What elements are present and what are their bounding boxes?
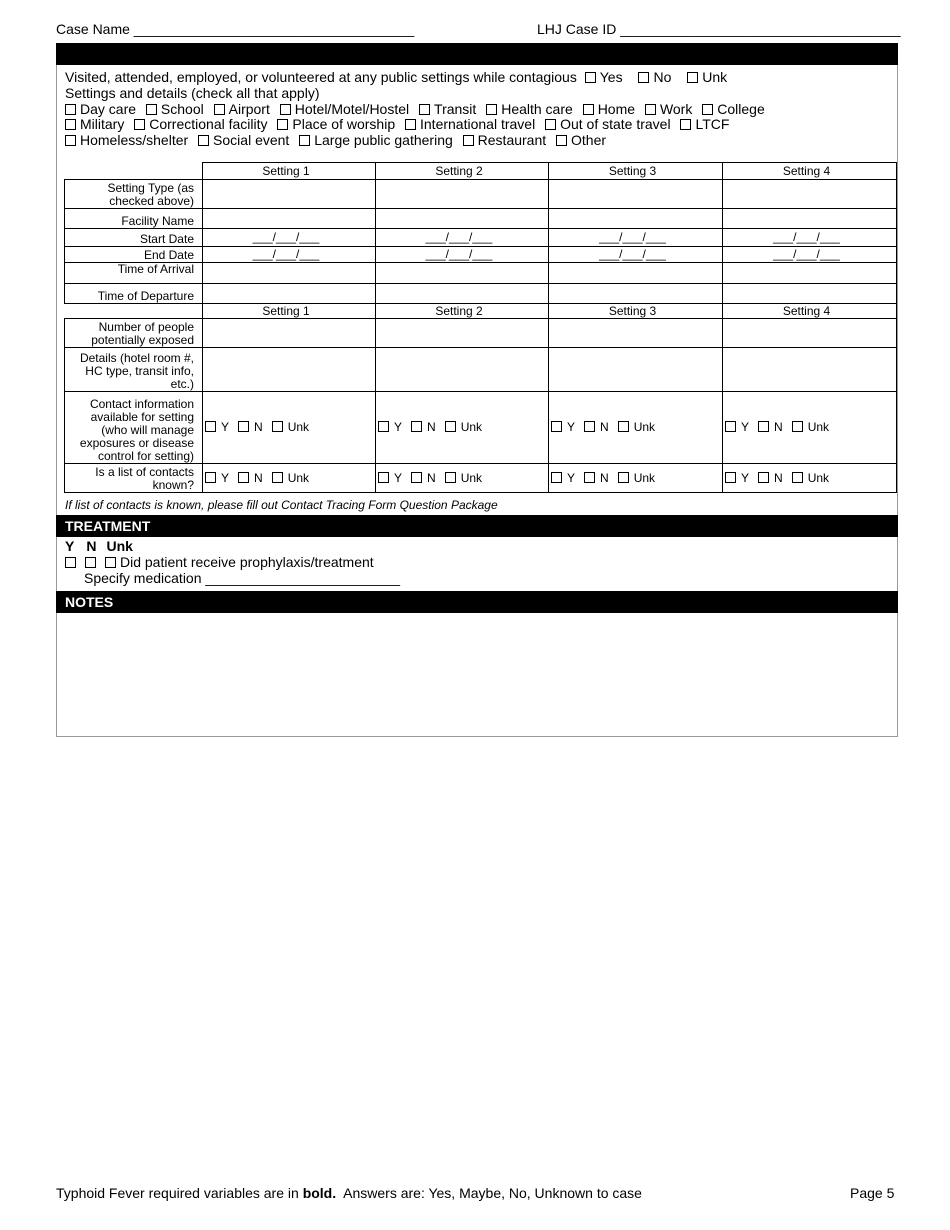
facility-name-cell[interactable] <box>376 209 549 229</box>
work-checkbox[interactable] <box>645 104 656 115</box>
out-of-state-checkbox[interactable] <box>545 119 556 130</box>
n-label: N <box>254 420 263 434</box>
contact-info-y-checkbox[interactable] <box>378 421 389 432</box>
notes-header: NOTES <box>56 591 898 613</box>
unk-label: Unk <box>460 470 483 485</box>
worship-checkbox[interactable] <box>277 119 288 130</box>
list-contacts-cell <box>549 464 723 493</box>
international-travel-checkbox[interactable] <box>405 119 416 130</box>
time-arrival-cell[interactable] <box>549 263 723 284</box>
treatment-y-checkbox[interactable] <box>65 557 76 568</box>
contact-info-label: Contact information available for setting (who will manage exposures or disease control for setting) <box>65 392 203 464</box>
contact-info-n-checkbox[interactable] <box>584 421 595 432</box>
y-label: Y <box>567 470 576 485</box>
setting-4-header: Setting 4 <box>723 163 897 180</box>
list-contacts-n-checkbox[interactable] <box>584 472 595 483</box>
case-name-field[interactable]: Case Name ____________________________________ <box>56 21 415 37</box>
start-date-cell[interactable]: ___/___/___ <box>203 229 376 247</box>
unk-label: Unk <box>807 470 830 485</box>
table-row <box>65 263 897 284</box>
contact-info-cell <box>203 392 376 464</box>
table-row <box>65 247 897 263</box>
homeless-label: Homeless/shelter <box>80 132 189 148</box>
table-row <box>65 319 897 348</box>
corner-cell <box>65 304 203 319</box>
table-row <box>65 180 897 209</box>
facility-name-cell[interactable] <box>549 209 723 229</box>
settings-row-2 <box>65 116 735 132</box>
start-date-cell[interactable]: ___/___/___ <box>549 229 723 247</box>
y-label: Y <box>741 470 750 485</box>
details-label: Details (hotel room #, HC type, transit info, etc.) <box>65 348 203 392</box>
unk-label: Unk <box>287 420 310 434</box>
worship-label: Place of worship <box>292 116 396 132</box>
time-arrival-label: Time of Arrival <box>65 263 203 284</box>
table-row <box>65 464 897 493</box>
table-row <box>65 229 897 247</box>
notes-area[interactable] <box>57 614 897 736</box>
list-contacts-n-checkbox[interactable] <box>758 472 769 483</box>
y-label: Y <box>567 420 576 434</box>
num-people-label: Number of people potentially exposed <box>65 319 203 348</box>
table-row <box>65 348 897 392</box>
y-label: Y <box>221 470 230 485</box>
contact-tracing-note: If list of contacts is known, please fill out Contact Tracing Form Question Package <box>65 498 498 512</box>
setting-type-label: Setting Type (as checked above) <box>65 180 203 209</box>
contact-info-cell <box>549 392 723 464</box>
time-departure-label: Time of Departure <box>65 284 203 304</box>
list-contacts-unk-checkbox[interactable] <box>445 472 456 483</box>
other-label: Other <box>571 132 607 148</box>
home-label: Home <box>597 101 636 117</box>
visited-no-checkbox[interactable] <box>638 72 649 83</box>
time-arrival-cell[interactable] <box>376 263 549 284</box>
footer-text: Typhoid Fever required variables are in <box>56 1185 303 1201</box>
facility-name-cell[interactable] <box>203 209 376 229</box>
y-label: Y <box>221 420 230 434</box>
contact-info-y-checkbox[interactable] <box>551 421 562 432</box>
n-label: N <box>427 470 436 485</box>
list-contacts-cell <box>203 464 376 493</box>
ltcf-label: LTCF <box>695 116 730 132</box>
restaurant-label: Restaurant <box>477 132 547 148</box>
num-people-cell[interactable] <box>549 319 723 348</box>
visited-unk-checkbox[interactable] <box>687 72 698 83</box>
contact-info-n-checkbox[interactable] <box>758 421 769 432</box>
settings-prompt: Settings and details (check all that apply) <box>65 85 320 101</box>
hotel-checkbox[interactable] <box>280 104 291 115</box>
treatment-question: Did patient receive prophylaxis/treatment <box>120 554 374 570</box>
end-date-cell[interactable]: ___/___/___ <box>723 247 897 263</box>
college-checkbox[interactable] <box>702 104 713 115</box>
end-date-label: End Date <box>65 247 203 263</box>
list-contacts-cell <box>376 464 549 493</box>
table-row <box>65 392 897 464</box>
school-label: School <box>160 101 204 117</box>
end-date-cell[interactable]: ___/___/___ <box>203 247 376 263</box>
details-cell[interactable] <box>376 348 549 392</box>
n-label: N <box>774 470 783 485</box>
list-contacts-y-checkbox[interactable] <box>378 472 389 483</box>
col-n: N <box>86 538 97 554</box>
contact-info-y-checkbox[interactable] <box>725 421 736 432</box>
day-care-checkbox[interactable] <box>65 104 76 115</box>
unk-label: Unk <box>633 470 656 485</box>
table-row <box>65 284 897 304</box>
details-cell[interactable] <box>203 348 376 392</box>
n-label: N <box>600 470 609 485</box>
setting-type-cell[interactable] <box>203 180 376 209</box>
treatment-n-checkbox[interactable] <box>85 557 96 568</box>
unk-label: Unk <box>287 470 310 485</box>
y-label: Y <box>741 420 750 434</box>
treatment-header: TREATMENT <box>56 515 898 537</box>
time-arrival-cell[interactable] <box>203 263 376 284</box>
airport-checkbox[interactable] <box>214 104 225 115</box>
start-date-cell[interactable]: ___/___/___ <box>376 229 549 247</box>
list-contacts-unk-checkbox[interactable] <box>792 472 803 483</box>
other-checkbox[interactable] <box>556 135 567 146</box>
setting-2-header: Setting 2 <box>376 163 549 180</box>
setting-type-cell[interactable] <box>723 180 897 209</box>
unk-label: Unk <box>633 420 656 434</box>
airport-label: Airport <box>228 101 270 117</box>
time-arrival-cell[interactable] <box>723 263 897 284</box>
setting-3-header: Setting 3 <box>549 163 723 180</box>
treatment-unk-checkbox[interactable] <box>105 557 116 568</box>
settings-table <box>64 162 897 493</box>
work-label: Work <box>659 101 693 117</box>
college-label: College <box>717 101 765 117</box>
large-gathering-label: Large public gathering <box>314 132 453 148</box>
contact-info-y-checkbox[interactable] <box>205 421 216 432</box>
corner-cell <box>65 163 203 180</box>
y-label: Y <box>394 470 403 485</box>
military-checkbox[interactable] <box>65 119 76 130</box>
treatment-question-line <box>65 554 374 570</box>
y-label: Y <box>394 420 403 434</box>
contact-info-n-checkbox[interactable] <box>411 421 422 432</box>
setting-1-header: Setting 1 <box>203 163 376 180</box>
restaurant-checkbox[interactable] <box>463 135 474 146</box>
visited-no-label: No <box>653 69 672 85</box>
footer-answers: Answers are: Yes, Maybe, No, Unknown to case <box>336 1185 642 1201</box>
transit-checkbox[interactable] <box>419 104 430 115</box>
settings-row-3 <box>65 132 612 148</box>
treatment-col-headers <box>65 538 133 554</box>
international-travel-label: International travel <box>420 116 536 132</box>
transit-label: Transit <box>434 101 477 117</box>
health-care-label: Health care <box>501 101 573 117</box>
page-number: Page 5 <box>850 1185 895 1201</box>
facility-name-cell[interactable] <box>723 209 897 229</box>
settings-row-1 <box>65 101 771 117</box>
setting-4-header: Setting 4 <box>723 304 897 319</box>
time-departure-cell[interactable] <box>549 284 723 304</box>
visited-yes-label: Yes <box>599 69 623 85</box>
time-departure-cell[interactable] <box>376 284 549 304</box>
setting-type-cell[interactable] <box>549 180 723 209</box>
contact-info-cell <box>376 392 549 464</box>
num-people-cell[interactable] <box>723 319 897 348</box>
home-checkbox[interactable] <box>583 104 594 115</box>
footer-bold: bold. <box>302 1185 337 1201</box>
details-cell[interactable] <box>549 348 723 392</box>
details-cell[interactable] <box>723 348 897 392</box>
ltcf-checkbox[interactable] <box>680 119 691 130</box>
specify-medication-field[interactable]: Specify medication _________________________ <box>84 570 401 586</box>
footer-note <box>56 1185 642 1201</box>
num-people-cell[interactable] <box>203 319 376 348</box>
visited-yes-checkbox[interactable] <box>585 72 596 83</box>
list-contacts-unk-checkbox[interactable] <box>272 472 283 483</box>
out-of-state-label: Out of state travel <box>560 116 671 132</box>
list-contacts-unk-checkbox[interactable] <box>618 472 629 483</box>
contact-info-unk-checkbox[interactable] <box>445 421 456 432</box>
setting-2-header: Setting 2 <box>376 304 549 319</box>
visited-question-text: Visited, attended, employed, or volunteered at any public settings while contagious <box>65 69 577 85</box>
contact-info-n-checkbox[interactable] <box>238 421 249 432</box>
time-departure-cell[interactable] <box>203 284 376 304</box>
start-date-label: Start Date <box>65 229 203 247</box>
correctional-checkbox[interactable] <box>134 119 145 130</box>
social-event-label: Social event <box>213 132 290 148</box>
table-header-row <box>65 163 897 180</box>
contact-info-unk-checkbox[interactable] <box>618 421 629 432</box>
n-label: N <box>600 420 609 434</box>
lhj-case-id-field[interactable]: LHJ Case ID ____________________________________ <box>537 21 901 37</box>
setting-type-cell[interactable] <box>376 180 549 209</box>
visited-question-line <box>65 69 733 85</box>
col-unk: Unk <box>106 538 133 554</box>
homeless-checkbox[interactable] <box>65 135 76 146</box>
unk-label: Unk <box>460 420 483 434</box>
end-date-cell[interactable]: ___/___/___ <box>549 247 723 263</box>
facility-name-label: Facility Name <box>65 209 203 229</box>
contact-info-unk-checkbox[interactable] <box>272 421 283 432</box>
list-contacts-cell <box>723 464 897 493</box>
n-label: N <box>774 420 783 434</box>
correctional-label: Correctional facility <box>149 116 268 132</box>
time-departure-cell[interactable] <box>723 284 897 304</box>
list-contacts-y-checkbox[interactable] <box>551 472 562 483</box>
section-top-bar <box>56 43 898 65</box>
list-contacts-n-checkbox[interactable] <box>411 472 422 483</box>
military-label: Military <box>80 116 125 132</box>
large-gathering-checkbox[interactable] <box>299 135 310 146</box>
n-label: N <box>254 470 263 485</box>
setting-1-header: Setting 1 <box>203 304 376 319</box>
list-contacts-n-checkbox[interactable] <box>238 472 249 483</box>
day-care-label: Day care <box>80 101 137 117</box>
unk-label: Unk <box>807 420 830 434</box>
setting-3-header: Setting 3 <box>549 304 723 319</box>
visited-unk-label: Unk <box>702 69 728 85</box>
hotel-label: Hotel/Motel/Hostel <box>294 101 410 117</box>
num-people-cell[interactable] <box>376 319 549 348</box>
n-label: N <box>427 420 436 434</box>
list-contacts-label: Is a list of contacts known? <box>65 464 203 493</box>
table-row <box>65 209 897 229</box>
contact-info-unk-checkbox[interactable] <box>792 421 803 432</box>
social-event-checkbox[interactable] <box>198 135 209 146</box>
table-header-row <box>65 304 897 319</box>
health-care-checkbox[interactable] <box>486 104 497 115</box>
list-contacts-y-checkbox[interactable] <box>205 472 216 483</box>
school-checkbox[interactable] <box>146 104 157 115</box>
contact-info-cell <box>723 392 897 464</box>
list-contacts-y-checkbox[interactable] <box>725 472 736 483</box>
end-date-cell[interactable]: ___/___/___ <box>376 247 549 263</box>
start-date-cell[interactable]: ___/___/___ <box>723 229 897 247</box>
col-y: Y <box>65 538 75 554</box>
